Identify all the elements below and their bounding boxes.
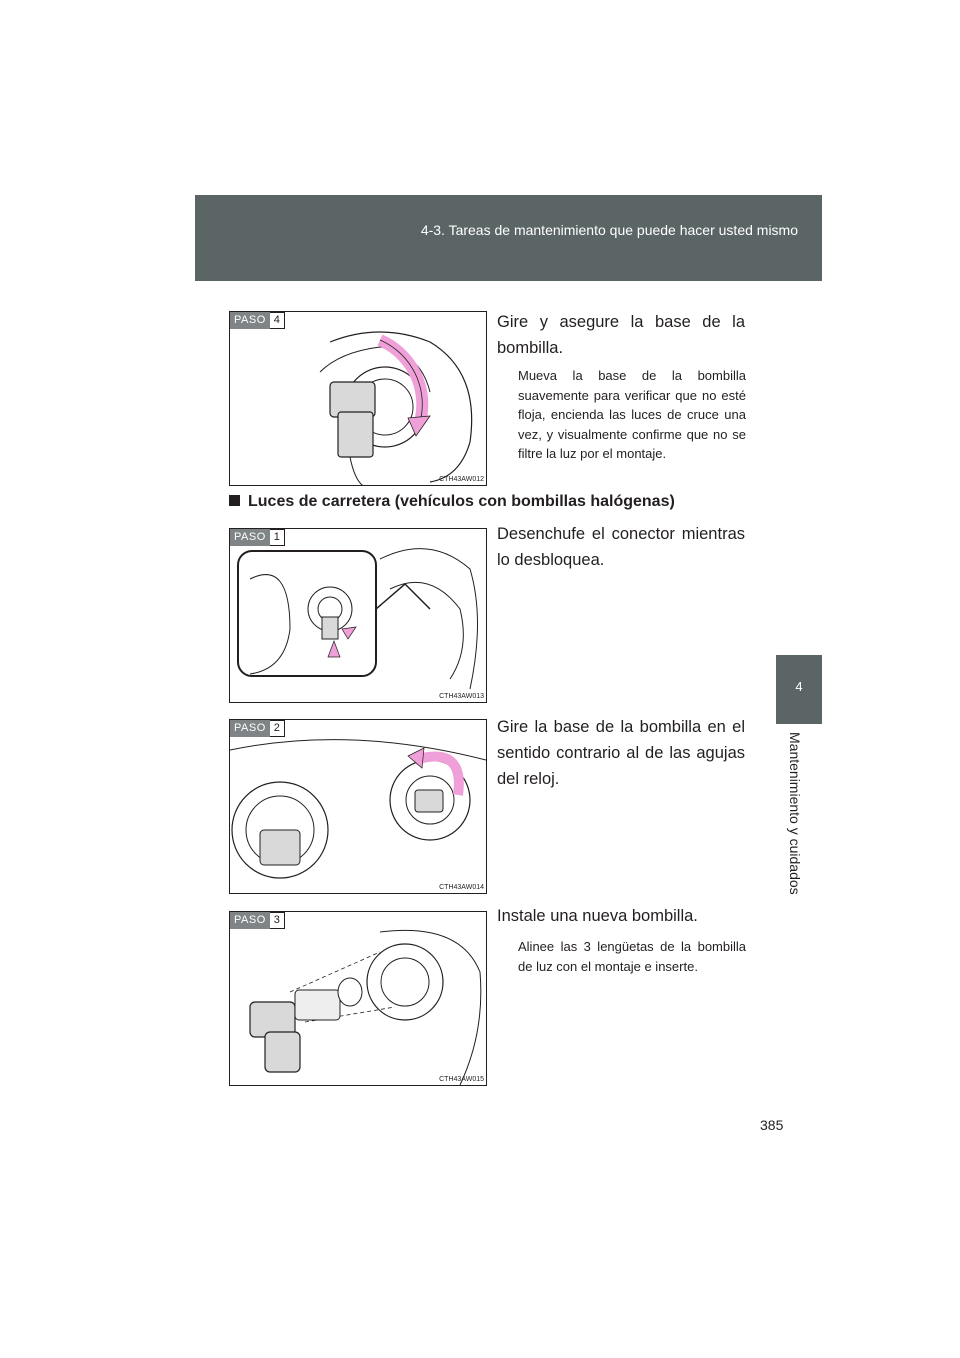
- paso-number: 3: [270, 912, 285, 929]
- paso-label: PASO: [230, 912, 270, 929]
- step-title: Gire y asegure la base de la bombilla.: [497, 313, 745, 357]
- chapter-tab: [776, 655, 822, 724]
- paso-label: PASO: [230, 312, 270, 329]
- paso-label: PASO: [230, 529, 270, 546]
- paso-badge: [230, 720, 285, 737]
- section-heading: [229, 493, 675, 511]
- chapter-number: 4: [795, 679, 803, 694]
- figure-code: CTH43AW015: [439, 1076, 484, 1083]
- chapter-tab-label: Mantenimiento y cuidados: [787, 732, 803, 895]
- figure-code: CTH43AW013: [439, 693, 484, 700]
- new-bulb-illustration: [230, 912, 486, 1085]
- figure-paso-1: [229, 528, 487, 703]
- square-bullet-icon: [229, 495, 240, 506]
- paso-label: PASO: [230, 720, 270, 737]
- figure-paso-3: [229, 911, 487, 1086]
- paso-number: 2: [270, 720, 285, 737]
- step-body: Mueva la base de la bombilla suavemente para verificar que no esté floja, encienda las luces de cruce una vez, y visualmente confirme que no se filtre la luz por el montaje.: [518, 368, 746, 461]
- paso-number: 4: [270, 312, 285, 329]
- bulb-base-illustration: [230, 312, 486, 485]
- rotate-bulb-illustration: [230, 720, 486, 893]
- step-title: Gire la base de la bombilla en el sentido contrario al de las agujas del reloj.: [497, 718, 745, 788]
- paso-number: 1: [270, 529, 285, 546]
- section-heading-text: Luces de carretera (vehículos con bombillas halógenas): [248, 493, 675, 510]
- chapter-header: [195, 195, 822, 281]
- chapter-title: 4-3. Tareas de mantenimiento que puede hacer usted mismo: [420, 222, 798, 238]
- step-title: Instale una nueva bombilla.: [497, 907, 698, 925]
- step-title: Desenchufe el conector mientras lo desbloquea.: [497, 525, 745, 569]
- paso-badge: [230, 912, 285, 929]
- connector-illustration: [230, 529, 486, 702]
- figure-code: CTH43AW014: [439, 884, 484, 891]
- paso-badge: [230, 529, 285, 546]
- step-body: Alinee las 3 lengüetas de la bombilla de luz con el montaje e inserte.: [518, 939, 746, 974]
- figure-code: CTH43AW012: [439, 476, 484, 483]
- figure-paso-2: [229, 719, 487, 894]
- figure-paso-4: [229, 311, 487, 486]
- paso-badge: [230, 312, 285, 329]
- page-number: 385: [760, 1117, 784, 1133]
